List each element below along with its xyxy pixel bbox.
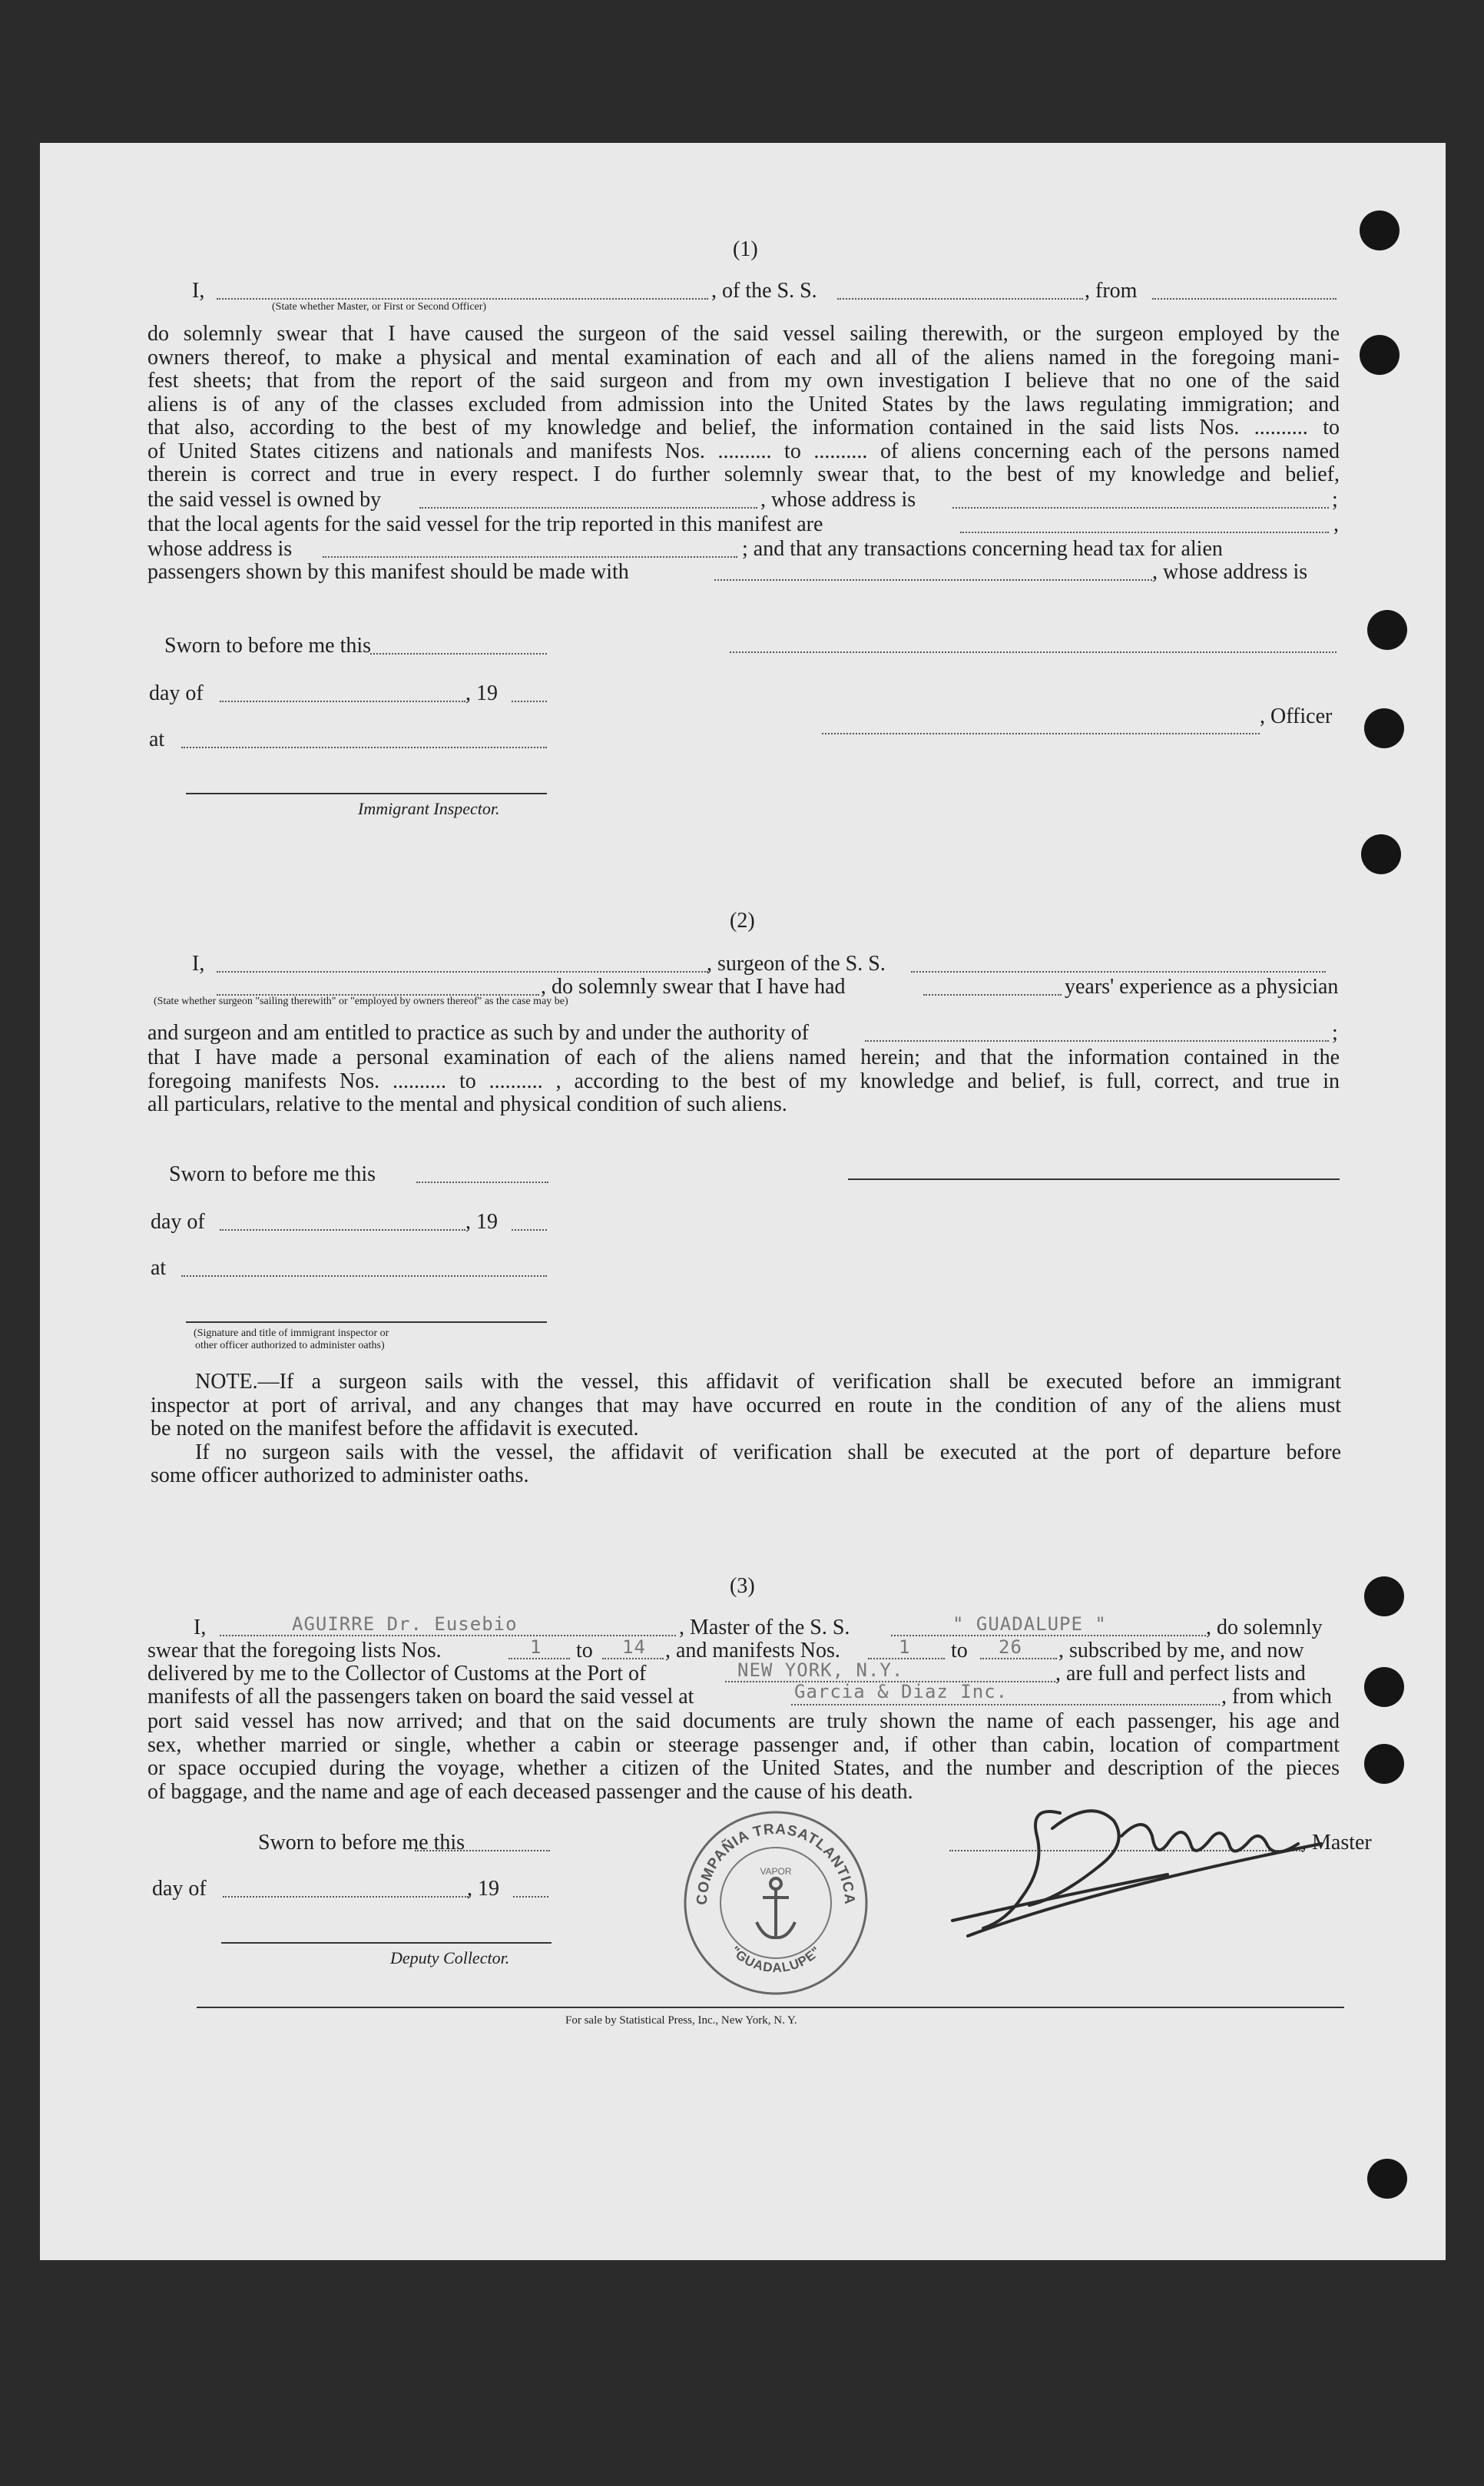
- agents-line: [960, 532, 1329, 533]
- section2-i: I,: [192, 952, 205, 976]
- at-label: at: [149, 728, 165, 751]
- punch-hole: [1360, 210, 1400, 250]
- note-line: be noted on the manifest before the affidavit is executed.: [151, 1417, 639, 1440]
- local-agents-label: that the local agents for the said vessel for the trip reported in this manifest are: [147, 512, 823, 536]
- at-line-2: [181, 1275, 547, 1277]
- delivered-label: delivered by me to the Collector of Customs at the Port of: [147, 1662, 647, 1686]
- owner-address-line: [952, 507, 1329, 509]
- passengers-label: passengers shown by this manifest should be made with: [147, 560, 629, 584]
- section1-i: I,: [192, 279, 205, 303]
- at-line: [181, 747, 547, 748]
- footer-text: For sale by Statistical Press, Inc., New York, N. Y.: [565, 2014, 797, 2027]
- list-from-line: [508, 1658, 570, 1659]
- state-note: (State whether Master, or First or Second Officer): [272, 301, 487, 313]
- swear-lists-label: swear that the foregoing lists Nos.: [147, 1639, 442, 1662]
- section3-i: I,: [194, 1616, 207, 1639]
- surgeon-ship-line: [911, 971, 1326, 973]
- at-label-2: at: [151, 1256, 167, 1280]
- subscribed-label: , subscribed by me, and now: [1058, 1639, 1304, 1662]
- master-label: , Master: [1301, 1831, 1372, 1855]
- surgeon-sign-line: [848, 1178, 1340, 1180]
- year-line-3: [513, 1896, 548, 1898]
- section1-line: owners thereof, to make a physical and mental examination of each and all of the aliens named in the foregoing mani-: [147, 345, 1340, 370]
- owned-by-label: the said vessel is owned by: [147, 488, 382, 512]
- section1-line: of United States citizens and nationals and manifests Nos. .......... to .......... of aliens concerning each of the persons named: [147, 439, 1340, 463]
- sworn-line-2: [416, 1182, 548, 1183]
- day-line-2: [220, 1229, 465, 1231]
- note-line: inspector at port of arrival, and any changes that may have occurred en route in the condition of any of the aliens must: [151, 1393, 1341, 1417]
- master-name: AGUIRRE Dr. Eusebio: [292, 1613, 518, 1635]
- section3-line: or space occupied during the voyage, whether a citizen of the United States, and the number and description of the pieces: [147, 1756, 1340, 1780]
- seal-top-text: COMPAÑIA TRASATLANTICA: [694, 1821, 858, 1906]
- punch-hole: [1364, 1744, 1404, 1784]
- section2-line: foregoing manifests Nos. .......... to .......... , according to the best of my knowledge and belief, is full, correct, and true in: [147, 1069, 1340, 1093]
- master-signature: [937, 1782, 1337, 1944]
- surgeon-name-line-2: [217, 994, 539, 996]
- list-to: 14: [622, 1636, 646, 1658]
- list-from: 1: [530, 1636, 542, 1658]
- section2-body: [147, 1046, 1340, 1117]
- section3-line: port said vessel has now arrived; and that on the said documents are truly shown the name of each passenger, his age and: [147, 1709, 1340, 1733]
- full-lists-label: , are full and perfect lists and: [1055, 1662, 1306, 1686]
- transactions-label: ; and that any transactions concerning head tax for alien: [742, 537, 1223, 561]
- year-line: [512, 701, 547, 702]
- agent-address-line: [323, 556, 737, 558]
- svg-text:"GUADALUPE": [727, 1944, 823, 1975]
- day-line: [220, 701, 465, 702]
- list-to-line: [602, 1658, 664, 1659]
- deputy-label: Deputy Collector.: [390, 1948, 510, 1967]
- sworn-label: Sworn to before me this: [164, 634, 372, 658]
- year-line-2: [512, 1229, 547, 1231]
- section1-line: fest sheets; that from the report of the said surgeon and from my own investigation I believe that no one of the said: [147, 369, 1340, 393]
- master-of-label: , Master of the S. S.: [679, 1616, 850, 1639]
- officer-label: , Officer: [1260, 704, 1333, 728]
- owner-address-label: , whose address is: [760, 488, 916, 512]
- year-label: , 19: [465, 681, 498, 705]
- day-of-label: day of: [149, 681, 204, 705]
- from-which-label: , from which: [1221, 1685, 1332, 1709]
- agent-line-3: [791, 1704, 1220, 1705]
- year-label-3: , 19: [467, 1877, 499, 1901]
- surgeon-name-line: [217, 971, 708, 973]
- ship-name: " GUADALUPE ": [952, 1613, 1107, 1635]
- note-block: [151, 1371, 1341, 1488]
- owner-line: [419, 507, 757, 509]
- section2-number: (2): [730, 909, 755, 933]
- semicolon: ;: [1332, 1021, 1338, 1045]
- section1-number: (1): [733, 237, 758, 261]
- years-line: [923, 994, 1062, 996]
- comma: ,: [1333, 512, 1339, 536]
- punch-hole: [1360, 335, 1400, 375]
- man-to-line: [980, 1658, 1057, 1659]
- inspector-line-2: [186, 1321, 547, 1323]
- punch-hole: [1367, 2159, 1407, 2199]
- punch-hole: [1361, 834, 1401, 874]
- officer-sign-line: [822, 733, 1260, 734]
- headtax-address-line: [730, 651, 1337, 653]
- punch-hole: [1364, 1576, 1404, 1616]
- day-line-3: [223, 1896, 469, 1898]
- years-exp-label: years' experience as a physician: [1065, 975, 1339, 999]
- section3-line: sex, whether married or single, whether a cabin or steerage passenger and, if other than cabin, location of compartment: [147, 1732, 1340, 1757]
- and-manifests-label: , and manifests Nos.: [665, 1639, 840, 1662]
- sworn-label-2: Sworn to before me this: [169, 1162, 376, 1186]
- agent-address-label: whose address is: [147, 537, 293, 561]
- surgeon-of-label: , surgeon of the S. S.: [707, 952, 886, 976]
- punch-hole: [1364, 1667, 1404, 1707]
- surgeon-state-note: (State whether surgeon "sailing therewith" or "employed by owners thereof" as the case may be): [154, 996, 568, 1007]
- day-of-label-2: day of: [151, 1210, 205, 1234]
- sworn-line-3: [415, 1850, 550, 1851]
- inspector-label: Immigrant Inspector.: [358, 799, 500, 818]
- year-label-2: , 19: [465, 1210, 498, 1234]
- sig-note-2: other officer authorized to administer oaths): [195, 1340, 385, 1351]
- do-solemnly-label: , do solemnly: [1206, 1616, 1323, 1639]
- officer-name-line: [217, 298, 708, 300]
- seal-mid-text: VAPOR: [760, 1866, 792, 1877]
- master-name-line: [220, 1635, 676, 1636]
- day-of-label-3: day of: [152, 1877, 207, 1901]
- semicolon: ;: [1332, 488, 1338, 512]
- ship-name-line: [837, 298, 1083, 300]
- section2-line: all particulars, relative to the mental and physical condition of such aliens.: [147, 1092, 787, 1116]
- section1-line: aliens is of any of the classes excluded from admission into the United States by the laws regulating immigration; and: [147, 392, 1340, 416]
- footer-rule: [197, 2007, 1344, 2008]
- sig-note-1: (Signature and title of immigrant inspector or: [194, 1328, 389, 1339]
- port: NEW YORK, N.Y.: [737, 1659, 904, 1681]
- man-to: 26: [999, 1636, 1022, 1658]
- deputy-line: [221, 1942, 552, 1944]
- inspector-line: [186, 793, 547, 794]
- of-ss-label: , of the S. S.: [711, 279, 817, 303]
- note-line: some officer authorized to administer oaths.: [151, 1463, 529, 1487]
- section3-number: (3): [730, 1574, 755, 1598]
- section1-line: that also, according to the best of my knowledge and belief, the information contained in the said lists Nos. .......... to: [147, 416, 1340, 439]
- section1-line: do solemnly swear that I have caused the surgeon of the said vessel sailing therewith, or the surgeon employed by the: [147, 322, 1340, 346]
- ship-name-line-3: [891, 1635, 1206, 1636]
- manifests-of-label: manifests of all the passengers taken on board the said vessel at: [147, 1685, 694, 1709]
- man-from: 1: [899, 1636, 911, 1658]
- agent: Garcia & Diaz Inc.: [794, 1681, 1009, 1702]
- from-label: , from: [1085, 279, 1138, 303]
- punch-hole: [1367, 610, 1407, 650]
- do-swear-label: , do solemnly swear that I have had: [541, 975, 846, 999]
- section3-line: of baggage, and the name and age of each deceased passenger and the cause of his death.: [147, 1779, 913, 1804]
- authority-label: and surgeon and am entitled to practice as such by and under the authority of: [147, 1021, 809, 1045]
- to-label: to: [576, 1639, 593, 1662]
- section1-body: [147, 323, 1340, 487]
- seal-graphic: [680, 1807, 872, 1999]
- company-seal: [680, 1807, 872, 1999]
- to-label-2: to: [951, 1639, 968, 1662]
- sworn-label-3: Sworn to before me this: [258, 1831, 465, 1855]
- from-line: [1152, 298, 1337, 300]
- punch-hole: [1364, 708, 1404, 748]
- sworn-line: [370, 653, 547, 655]
- section1-line: therein is correct and true in every respect. I do further solemnly swear that, to the best of my knowledge and belief,: [147, 462, 1340, 486]
- note-line: NOTE.—If a surgeon sails with the vessel, this affidavit of verification shall be executed before an immigrant: [195, 1370, 1341, 1394]
- anchor-icon: [757, 1878, 795, 1937]
- headtax-line: [714, 579, 1152, 581]
- headtax-address-label: , whose address is: [1152, 560, 1308, 584]
- authority-line: [865, 1040, 1329, 1042]
- seal-bottom-text: "GUADALUPE": [727, 1943, 824, 1976]
- note-line: If no surgeon sails with the vessel, the affidavit of verification shall be executed at the port of departure before: [195, 1440, 1341, 1464]
- section2-line: that I have made a personal examination of each of the aliens named herein; and that the information contained in the: [147, 1046, 1340, 1069]
